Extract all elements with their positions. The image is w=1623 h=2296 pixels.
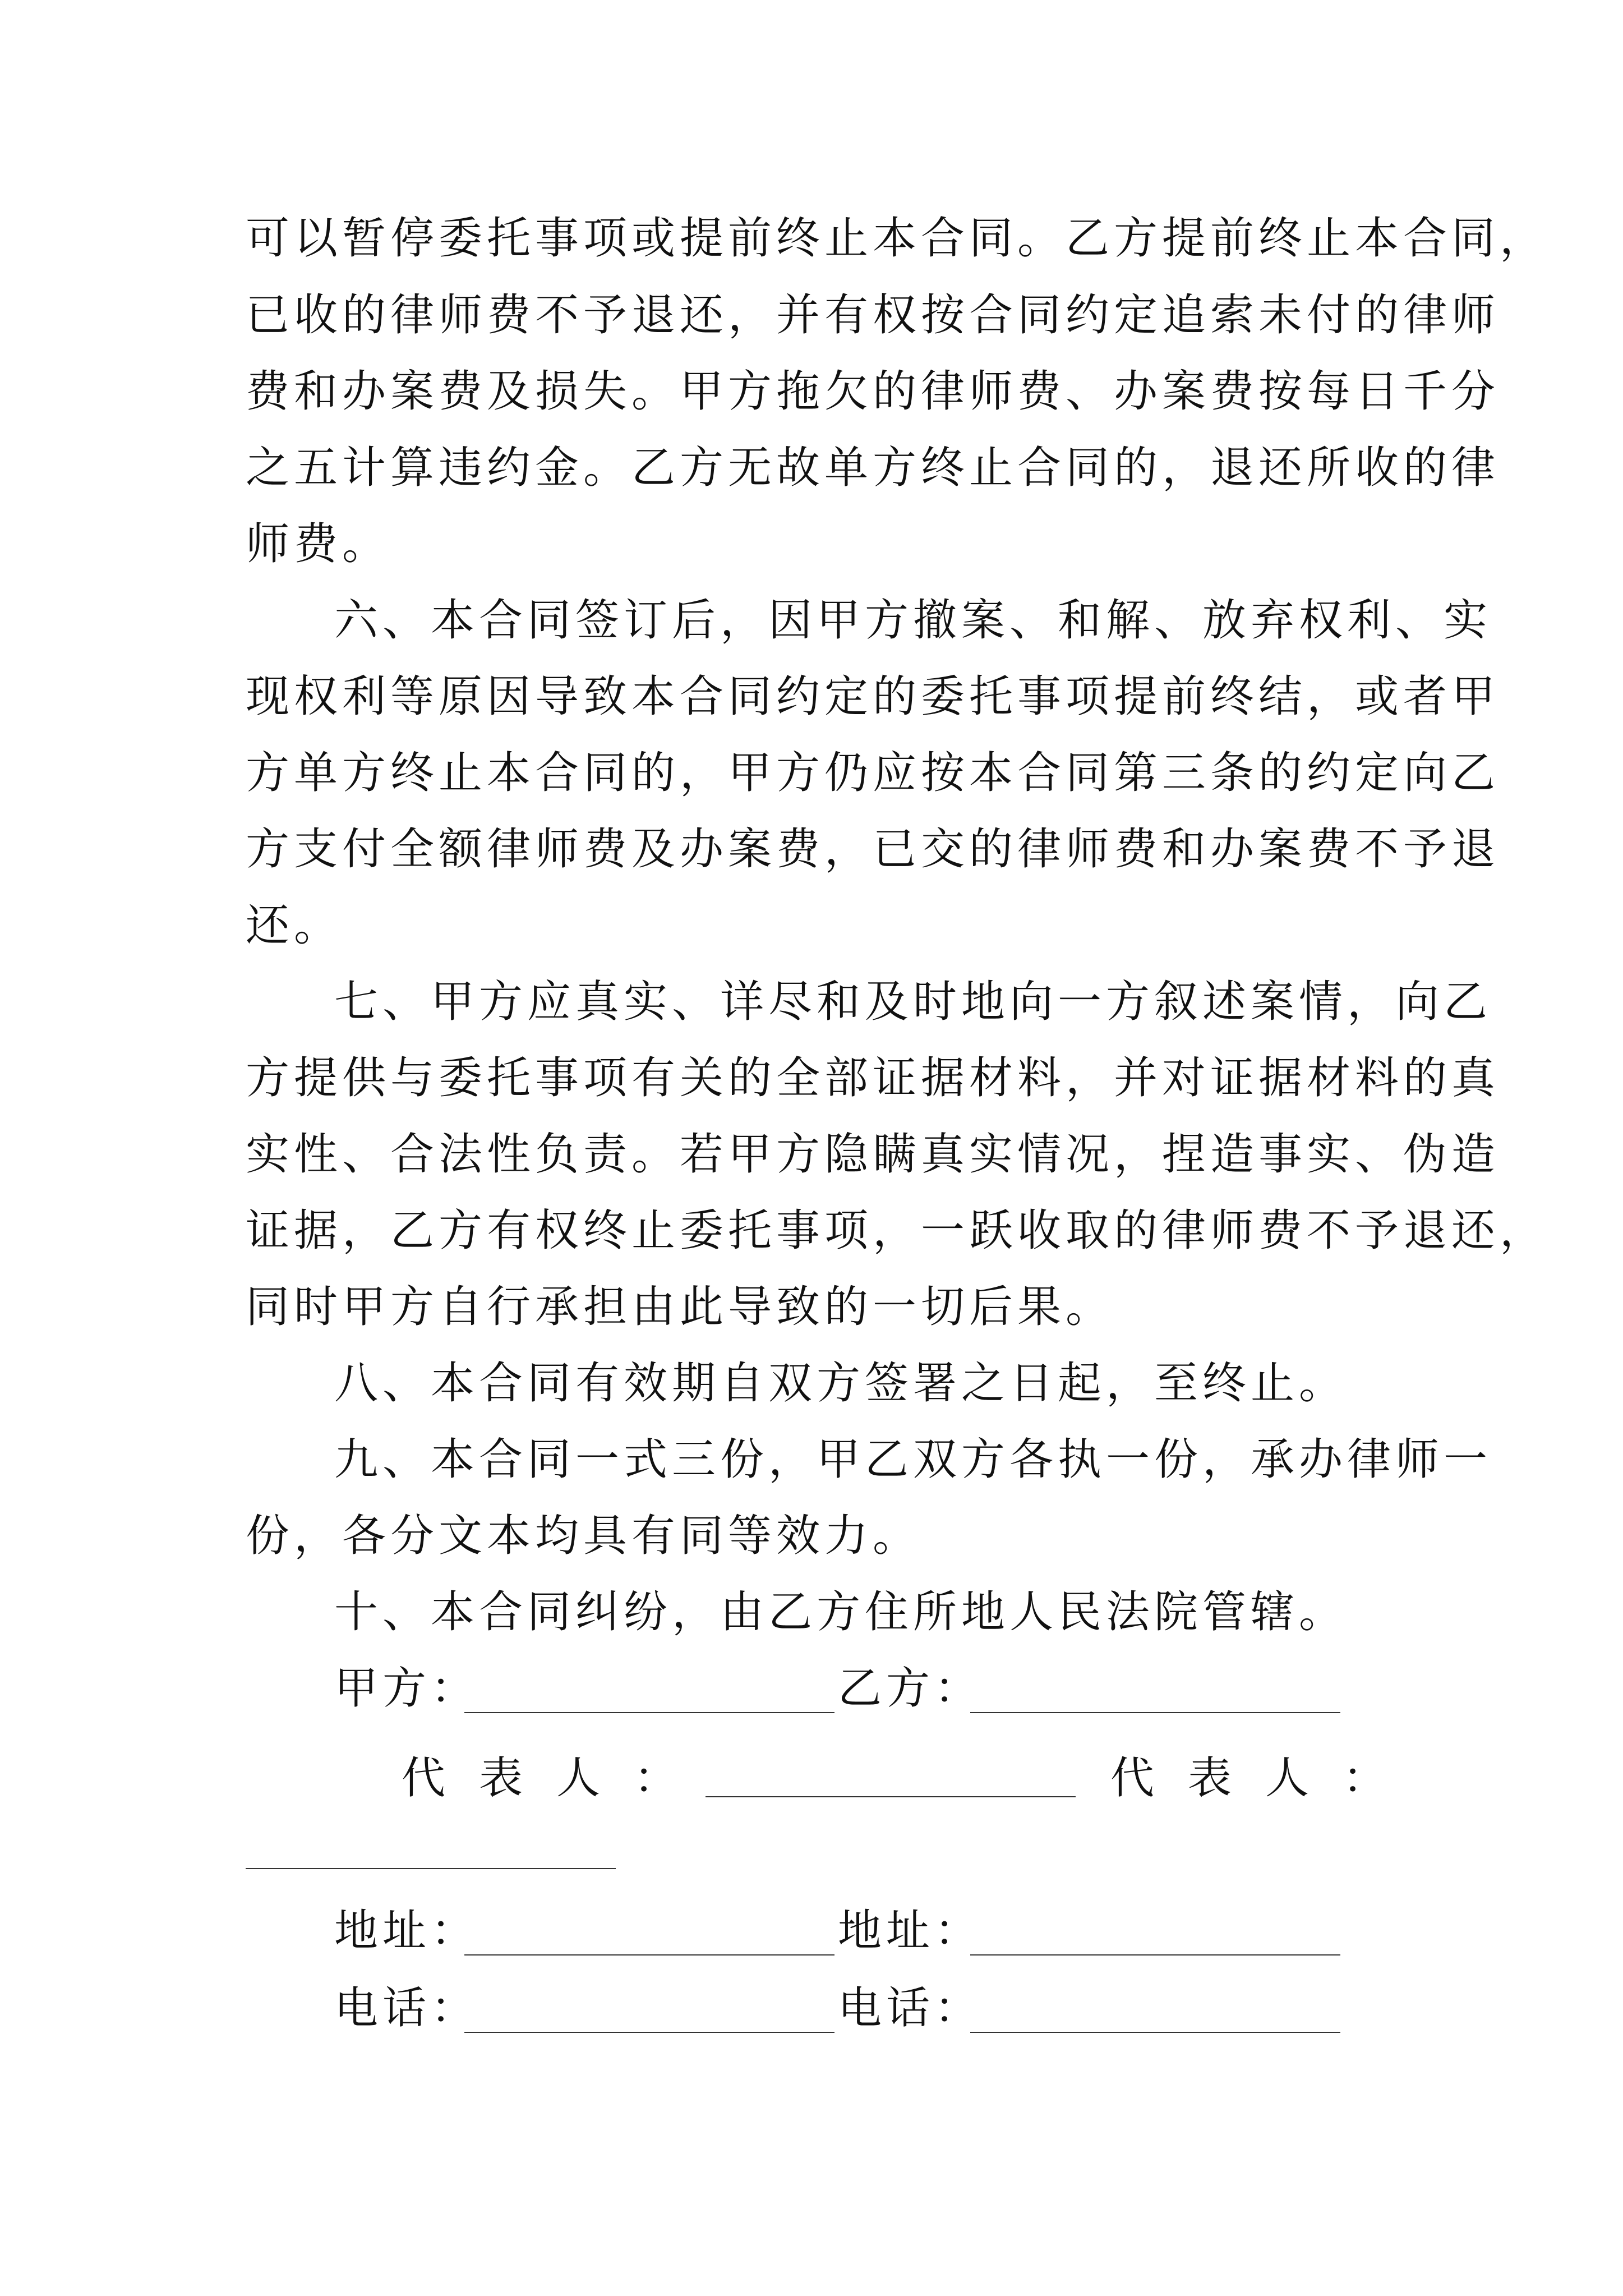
rep-a-label: 代表人：	[402, 1753, 712, 1803]
party-b-label: 乙方：	[838, 1663, 983, 1714]
address-b-blank[interactable]	[970, 1954, 1340, 1955]
rep-b-label: 代表人：	[1110, 1753, 1421, 1803]
text-line: 方提供与委托事项有关的全部证据材料，并对证据材料的真	[246, 1053, 1500, 1103]
text-line: 之五计算违约金。乙方无故单方终止合同的，退还所收的律	[246, 443, 1500, 493]
text-line: 费和办案费及损失。甲方拖欠的律师费、办案费按每日千分	[246, 366, 1500, 417]
phone-b-label: 电话：	[838, 1983, 983, 2033]
representative-row	[0, 1750, 1623, 1806]
text-line: 方支付全额律师费及办案费，已交的律师费和办案费不予退	[246, 824, 1500, 875]
phone-row	[0, 1980, 1623, 2036]
clause-seven-first-line: 七、甲方应真实、详尽和及时地向一方叙述案情，向乙	[334, 977, 1492, 1027]
text-line: 还。	[246, 900, 343, 951]
text-line: 证据，乙方有权终止委托事项，一跃收取的律师费不予退还，	[246, 1205, 1548, 1256]
rep-b-blank[interactable]	[246, 1868, 616, 1869]
text-line: 师费。	[246, 519, 391, 569]
text-line: 已收的律师费不予退还，并有权按合同约定追索未付的律师	[246, 290, 1500, 341]
phone-a-blank[interactable]	[464, 2032, 834, 2033]
party-row	[0, 1660, 1623, 1717]
clause-nine-first-line: 九、本合同一式三份，甲乙双方各执一份，承办律师一	[334, 1434, 1492, 1485]
phone-b-blank[interactable]	[970, 2032, 1340, 2033]
party-b-blank[interactable]	[970, 1712, 1340, 1713]
text-line: 方单方终止本合同的，甲方仍应按本合同第三条的约定向乙	[246, 748, 1500, 798]
phone-a-label: 电话：	[334, 1983, 479, 2033]
clause-six-first-line: 六、本合同签订后，因甲方撤案、和解、放弃权利、实	[334, 595, 1492, 646]
text-line: 可以暂停委托事项或提前终止本合同。乙方提前终止本合同，	[246, 213, 1548, 264]
address-a-blank[interactable]	[464, 1954, 834, 1955]
address-a-label: 地址：	[334, 1906, 479, 1956]
party-a-label: 甲方：	[334, 1663, 479, 1714]
party-a-blank[interactable]	[464, 1712, 834, 1713]
address-b-label: 地址：	[838, 1906, 983, 1956]
text-line: 份，各分文本均具有同等效力。	[246, 1511, 921, 1561]
rep-a-blank[interactable]	[706, 1796, 1076, 1797]
text-line: 实性、合法性负责。若甲方隐瞒真实情况，捏造事实、伪造	[246, 1129, 1500, 1180]
text-line: 同时甲方自行承担由此导致的一切后果。	[246, 1282, 1114, 1332]
clause-ten: 十、本合同纠纷，由乙方住所地人民法院管辖。	[334, 1587, 1348, 1637]
text-line: 现权利等原因导致本合同约定的委托事项提前终结，或者甲	[246, 671, 1500, 722]
clause-eight: 八、本合同有效期自双方签署之日起，至终止。	[334, 1358, 1348, 1409]
address-row	[0, 1903, 1623, 1959]
